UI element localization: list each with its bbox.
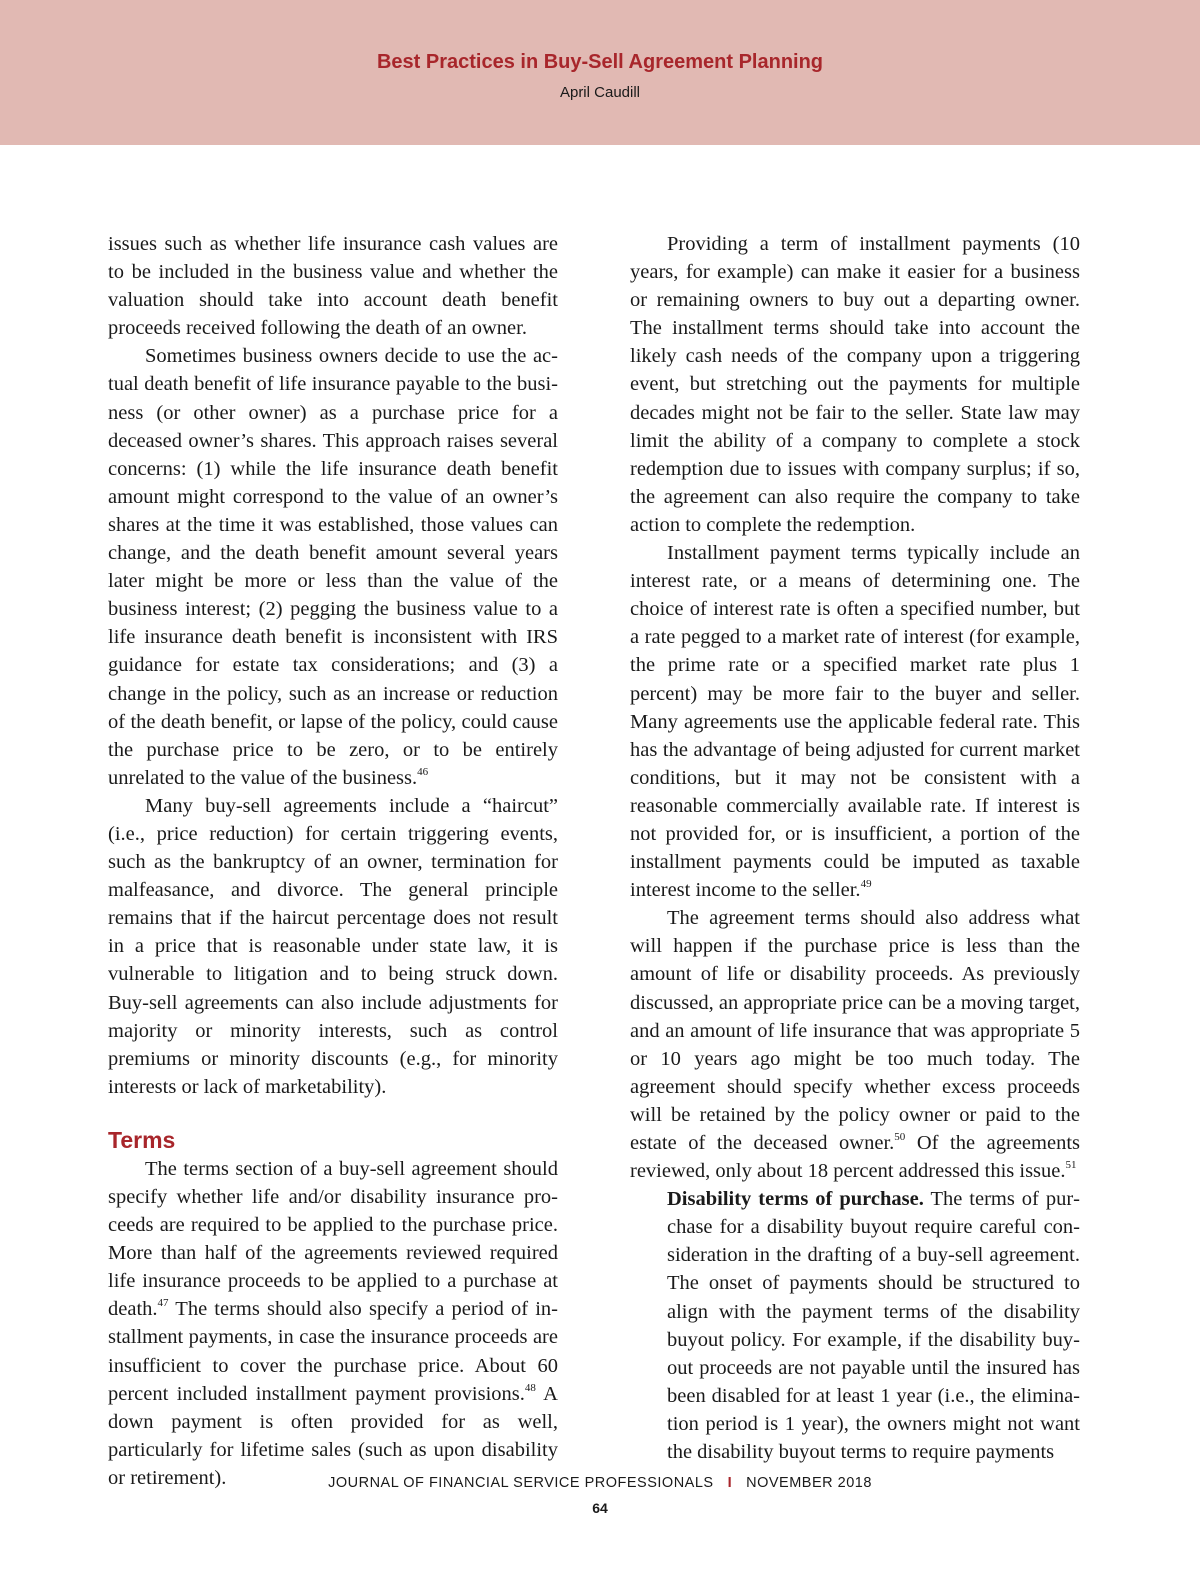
running-header-title: Best Practices in Buy-Sell Agreement Planning xyxy=(376,51,824,73)
issue-date: NOVEMBER 2018 xyxy=(746,1475,872,1491)
journal-name: JOURNAL OF FINANCIAL SERVICE PROFESSIONALS xyxy=(328,1475,714,1491)
paragraph xyxy=(108,342,558,792)
footer-journal xyxy=(0,1475,1200,1491)
footnote-ref: 51 xyxy=(1065,1159,1077,1172)
paragraph xyxy=(630,1185,1080,1466)
paragraph xyxy=(108,1155,558,1492)
paragraph-text: The terms of purchase for a disability buyout require careful consideration in the drafting of a buy-sell agreement. The onset of payments should be structured to align with the payment terms of the disability buyout policy. For example, if the disability buyout proceeds are not payable until the insured has been disabled for at least 1 year (i.e., the elimination period is 1 year), the owners might not want the disability buyout terms to require payments xyxy=(667,1188,1080,1464)
right-column xyxy=(630,230,1080,1466)
paragraph-text: The terms should also specify a period of installment payments, in case the insurance proceeds are insufficient to cover the purchase price. About 60 percent included installment payment provisions. xyxy=(108,1298,558,1405)
paragraph-text: Of the agreements reviewed, only about 18 percent addressed this issue. xyxy=(630,1132,1080,1183)
paragraph xyxy=(630,539,1080,904)
run-in-heading: Disability terms of purchase. xyxy=(667,1188,924,1211)
page-number: 64 xyxy=(592,1500,608,1516)
footnote-ref: 48 xyxy=(524,1381,536,1394)
paragraph-text: The terms section of a buy-sell agreement should specify whether life and/or disability insurance proceeds are required to be applied to the purchase price. More than half of the agreements reviewed required life insurance proceeds to be applied to a purchase at death. xyxy=(108,1157,558,1321)
paragraph-text: A down payment is often provided for as well, particularly for lifetime sales (such as upon disability or retirement). xyxy=(108,1382,558,1489)
paragraph: issues such as whether life insurance cash values are to be included in the business value and whether the valuation should take into account death benefit proceeds received following the death of an owner. xyxy=(108,233,558,340)
paragraph-text: The agreement terms should also address what will happen if the purchase price is less than the amount of life or disability proceeds. As previously discussed, an appropriate price can be a moving target, and an amount of life insurance that was appropriate 5 or 10 years ago might be too much today. The agreement should specify whether excess proceeds will be retained by the policy owner or paid to the estate of the deceased owner. xyxy=(630,907,1080,1154)
paragraph-text: Installment payment terms typically include an interest rate, or a means of determining one. The choice of interest rate is often a specified number, but a rate pegged to a market rate of interest (for example, the prime rate or a specified market rate plus 1 percent) may be more fair to the buyer and seller. Many agreements use the applicable federal rate. This has the advantage of being adjusted for current market conditions, but it may not be consistent with a reasonable commercially available rate. If interest is not provided for, or is insufficient, a portion of the installment payments could be imputed as taxable interest income to the seller. xyxy=(630,542,1080,902)
paragraph-text: Sometimes business owners decide to use the actual death benefit of life insurance payable to the business (or other owner) as a purchase price for a deceased owner’s shares. This approach raises several concerns: (1) while the life insurance death benefit amount might correspond to the value of an owner’s shares at the time it was established, those values can change, and the death benefit amount several years later might be more or less than the value of the business interest; (2) pegging the business value to a life insurance death benefit is inconsistent with IRS guidance for estate tax considerations; and (3) a change in the policy, such as an increase or reduction of the death benefit, or lapse of the policy, could cause the purchase price to be zero, or to be entirely unrelated to the value of the business. xyxy=(108,345,558,789)
left-column xyxy=(108,230,558,1492)
section-heading: Terms xyxy=(108,1126,176,1153)
footnote-ref: 49 xyxy=(860,878,872,891)
footnote-ref: 46 xyxy=(417,765,429,778)
footnote-ref: 50 xyxy=(894,1131,906,1143)
paragraph: Providing a term of installment payments (10 years, for example) can make it easier for a business or remaining owners to buy out a departing owner. The installment terms should take into account the likely cash needs of the company upon a triggering event, but stretching out the payments for multiple decades might not be fair to the seller. State law may limit the ability of a company to complete a stock redemption due to issues with company surplus; if so, the agreement can also require the company to take action to complete the redemption. xyxy=(630,233,1080,536)
footer-separator: I xyxy=(727,1475,733,1491)
paragraph xyxy=(630,904,1080,1185)
paragraph: Many buy-sell agreements include a “haircut” (i.e., price reduction) for certain triggering events, such as the bankruptcy of an owner, termination for malfeasance, and divorce. The general principle remains that if the haircut percentage does not result in a price that is reasonable under state law, it is vulnerable to litigation and to being struck down. Buy-sell agreements can also include adjustments for majority or minority interests, such as control premiums or minority discounts (e.g., for minority interests or lack of marketability). xyxy=(108,794,558,1098)
footnote-ref: 47 xyxy=(157,1297,169,1310)
running-header-author: April Caudill xyxy=(559,84,641,101)
